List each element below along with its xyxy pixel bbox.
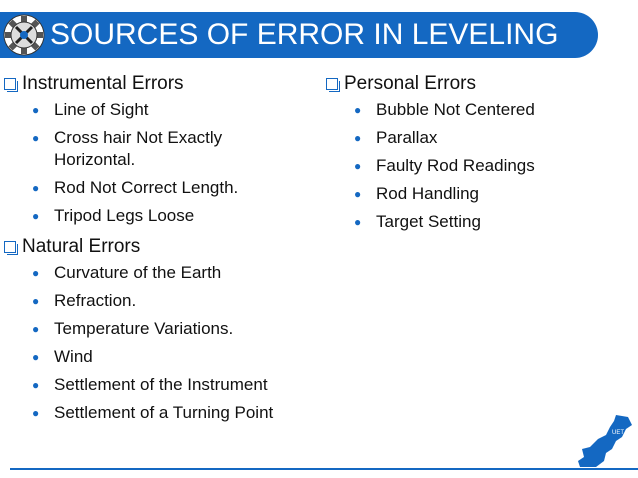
- list-item: ● Curvature of the Earth: [54, 262, 304, 284]
- list-item: ● Parallax: [376, 127, 626, 149]
- instrumental-list: [4, 99, 304, 227]
- pakistan-map-icon: [576, 413, 634, 469]
- list-item: ● Refraction.: [54, 290, 304, 312]
- list-item: ● Rod Handling: [376, 183, 626, 205]
- bottom-divider: [10, 468, 638, 470]
- list-item: ● Target Setting: [376, 211, 626, 233]
- section-heading-instrumental: [4, 70, 304, 98]
- section-heading-label: Instrumental Errors: [22, 73, 184, 94]
- list-item: ● Line of Sight: [54, 99, 304, 121]
- section-heading-personal: [326, 70, 626, 98]
- natural-list: [4, 262, 304, 424]
- map-label: UET: [612, 430, 624, 436]
- section-heading-natural: [4, 233, 304, 261]
- list-item: ● Tripod Legs Loose: [54, 205, 304, 227]
- checkbox-square-icon: [4, 241, 16, 253]
- checkbox-square-icon: [4, 78, 16, 90]
- list-item: ● Rod Not Correct Length.: [54, 177, 304, 199]
- personal-list: [326, 99, 626, 233]
- gear-logo-icon: [2, 12, 46, 58]
- list-item: ● Temperature Variations.: [54, 318, 304, 340]
- left-column: [4, 70, 304, 430]
- list-item: ● Bubble Not Centered: [376, 99, 626, 121]
- section-heading-label: Personal Errors: [344, 73, 476, 94]
- slide-title: SOURCES OF ERROR IN LEVELING: [50, 18, 559, 51]
- checkbox-square-icon: [326, 78, 338, 90]
- section-heading-label: Natural Errors: [22, 236, 141, 257]
- list-item: ● Settlement of a Turning Point: [54, 402, 304, 424]
- list-item: ● Settlement of the Instrument: [54, 374, 304, 396]
- list-item: ● Wind: [54, 346, 304, 368]
- list-item: ● Cross hair Not Exactly Horizontal.: [54, 127, 304, 171]
- list-item: ● Faulty Rod Readings: [376, 155, 626, 177]
- right-column: [326, 70, 626, 239]
